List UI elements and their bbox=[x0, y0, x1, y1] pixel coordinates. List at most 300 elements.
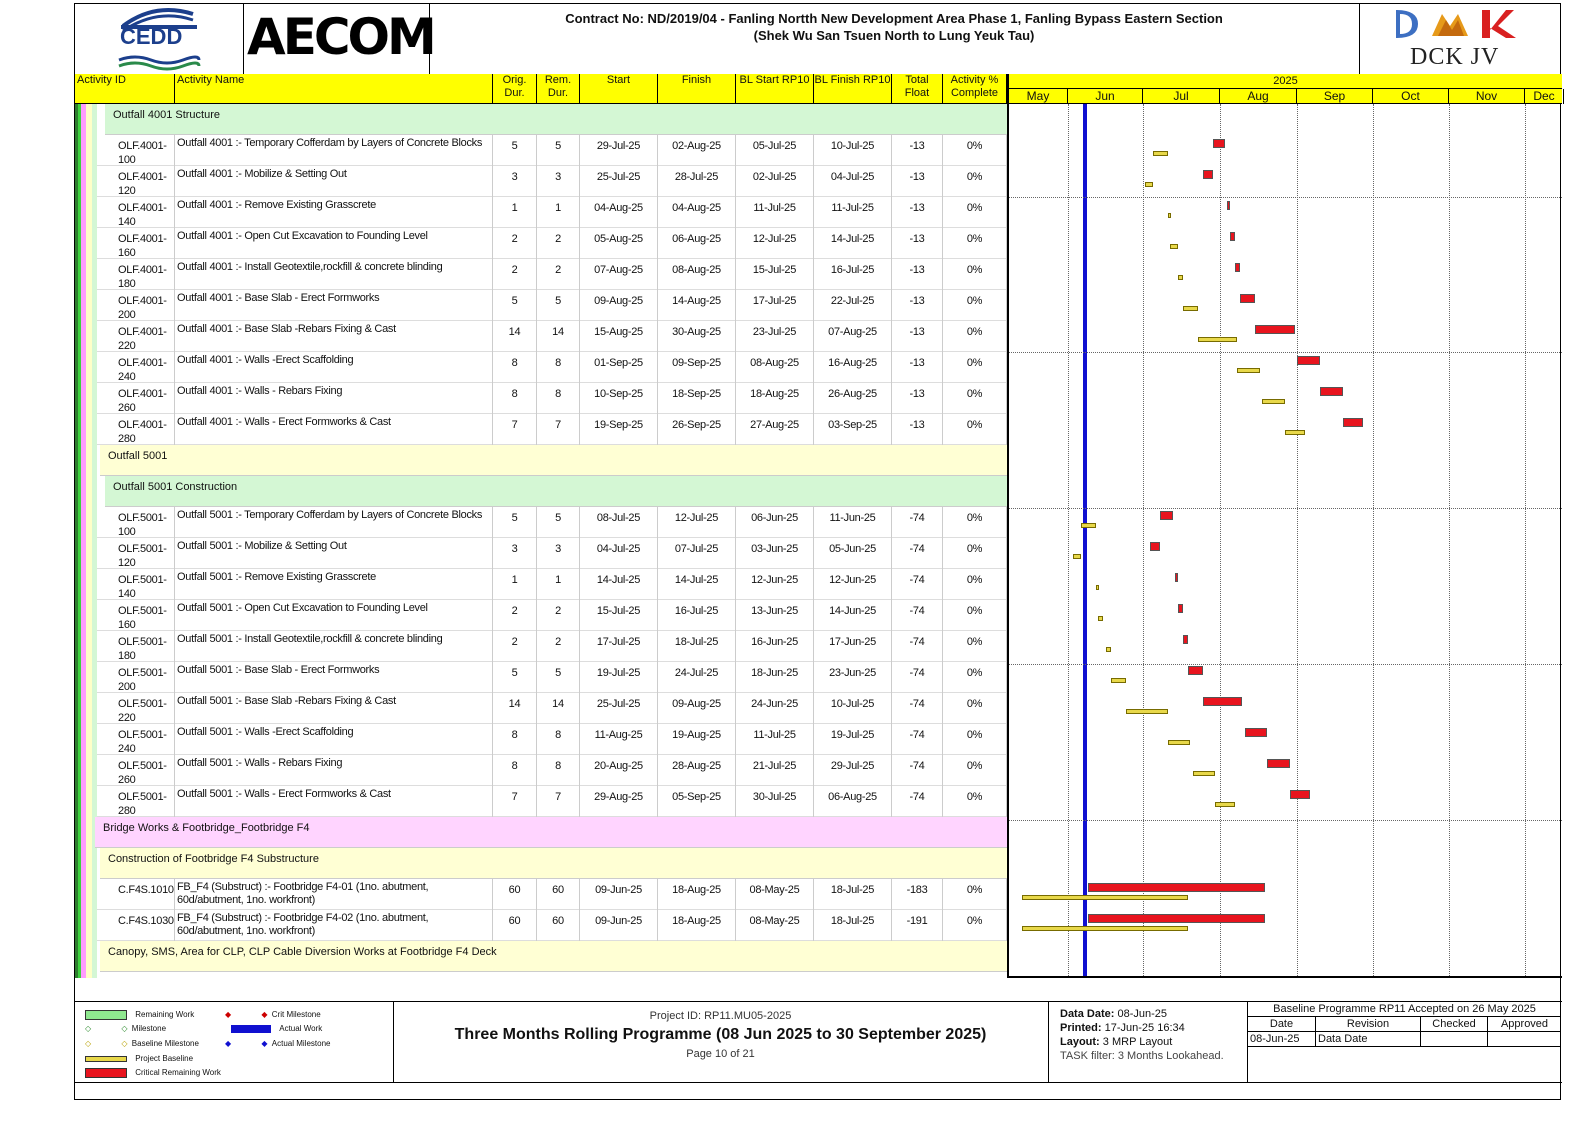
cell-name: Outfall 5001 :- Install Geotextile,rockfill & concrete blinding bbox=[175, 631, 493, 662]
cell-bls: 23-Jul-25 bbox=[736, 321, 814, 352]
cell-od: 5 bbox=[493, 662, 537, 693]
cell-start: 08-Jul-25 bbox=[580, 507, 658, 538]
critical-bar[interactable] bbox=[1235, 263, 1240, 272]
activity-row[interactable] bbox=[97, 538, 1007, 569]
cell-finish: 24-Jul-25 bbox=[658, 662, 736, 693]
cell-rd: 3 bbox=[537, 538, 580, 569]
printed-row bbox=[1060, 1021, 1248, 1035]
critical-bar[interactable] bbox=[1175, 573, 1178, 582]
cell-name: Outfall 4001 :- Base Slab -Rebars Fixing & Cast bbox=[175, 321, 493, 352]
month-gridline bbox=[1525, 104, 1526, 978]
cell-pc: 0% bbox=[943, 414, 1007, 445]
cell-tf: -74 bbox=[892, 662, 943, 693]
activity-row[interactable] bbox=[97, 693, 1007, 724]
cell-id: OLF.5001-220 bbox=[98, 693, 175, 724]
layout-value: 3 MRP Layout bbox=[1102, 1036, 1173, 1048]
cell-blf: 10-Jul-25 bbox=[814, 693, 892, 724]
cell-start: 07-Aug-25 bbox=[580, 259, 658, 290]
cell-finish: 14-Jul-25 bbox=[658, 569, 736, 600]
legend-baseline-swatch bbox=[85, 1056, 127, 1062]
cell-start: 04-Aug-25 bbox=[580, 197, 658, 228]
cell-rd: 8 bbox=[537, 383, 580, 414]
contract-title bbox=[429, 4, 1359, 74]
aecom-logo bbox=[243, 4, 434, 74]
cell-name: FB_F4 (Substruct) :- Footbridge F4-02 (1no. abutment, 60d/abutment, 1no. workfront) bbox=[175, 910, 493, 941]
cell-start: 17-Jul-25 bbox=[580, 631, 658, 662]
legend-remaining bbox=[85, 1010, 194, 1020]
cell-bls: 18-Aug-25 bbox=[736, 383, 814, 414]
rev-header-date: Date bbox=[1248, 1017, 1316, 1032]
legend-crit-milestone bbox=[225, 1010, 321, 1020]
activity-row[interactable] bbox=[97, 879, 1007, 910]
legend-project-baseline bbox=[85, 1054, 193, 1064]
cell-start: 20-Aug-25 bbox=[580, 755, 658, 786]
cell-bls: 03-Jun-25 bbox=[736, 538, 814, 569]
cell-start: 29-Aug-25 bbox=[580, 786, 658, 817]
cell-tf: -74 bbox=[892, 600, 943, 631]
rev-row-revision: Data Date bbox=[1316, 1032, 1421, 1047]
cell-pc: 0% bbox=[943, 879, 1007, 910]
activity-row[interactable] bbox=[97, 724, 1007, 755]
cell-bls: 11-Jul-25 bbox=[736, 724, 814, 755]
activity-row[interactable] bbox=[97, 662, 1007, 693]
dck-logo-text: DCK JV bbox=[1410, 44, 1500, 70]
cell-rd: 2 bbox=[537, 600, 580, 631]
cell-finish: 07-Jul-25 bbox=[658, 538, 736, 569]
cell-id: OLF.5001-160 bbox=[98, 600, 175, 631]
cell-name: Outfall 5001 :- Mobilize & Setting Out bbox=[175, 538, 493, 569]
cell-finish: 09-Aug-25 bbox=[658, 693, 736, 724]
cell-start: 14-Jul-25 bbox=[580, 569, 658, 600]
baseline-diamond-icon: ◇ bbox=[85, 1039, 92, 1048]
period-gridline bbox=[1009, 664, 1562, 665]
cell-pc: 0% bbox=[943, 197, 1007, 228]
activity-row[interactable] bbox=[97, 228, 1007, 259]
cell-name: Outfall 5001 :- Base Slab -Rebars Fixing & Cast bbox=[175, 693, 493, 724]
cell-bls: 27-Aug-25 bbox=[736, 414, 814, 445]
cell-od: 8 bbox=[493, 755, 537, 786]
rev-header-revision: Revision bbox=[1316, 1017, 1421, 1032]
timescale-month: May bbox=[1009, 89, 1068, 104]
cell-name: Outfall 4001 :- Walls -Erect Scaffolding bbox=[175, 352, 493, 383]
cell-pc: 0% bbox=[943, 786, 1007, 817]
cell-od: 8 bbox=[493, 383, 537, 414]
cell-blf: 26-Aug-25 bbox=[814, 383, 892, 414]
cell-id: OLF.5001-140 bbox=[98, 569, 175, 600]
data-date-value: 08-Jun-25 bbox=[1117, 1008, 1168, 1020]
rev-row-checked bbox=[1421, 1032, 1488, 1047]
cell-bls: 30-Jul-25 bbox=[736, 786, 814, 817]
cell-start: 15-Aug-25 bbox=[580, 321, 658, 352]
cell-rd: 8 bbox=[537, 755, 580, 786]
wbs-band: Outfall 5001 bbox=[100, 445, 1007, 476]
cell-id: OLF.5001-260 bbox=[98, 755, 175, 786]
critical-bar[interactable] bbox=[1160, 511, 1172, 520]
cell-name: Outfall 5001 :- Temporary Cofferdam by Layers of Concrete Blocks bbox=[175, 507, 493, 538]
cell-tf: -74 bbox=[892, 538, 943, 569]
cell-blf: 17-Jun-25 bbox=[814, 631, 892, 662]
cell-rd: 5 bbox=[537, 290, 580, 321]
cell-id: OLF.5001-100 bbox=[98, 507, 175, 538]
baseline-accepted: Baseline Programme RP11 Accepted on 26 May 2025 bbox=[1248, 1002, 1561, 1017]
baseline-bar bbox=[1215, 802, 1235, 807]
activity-row[interactable] bbox=[97, 321, 1007, 352]
critical-bar[interactable] bbox=[1290, 790, 1310, 799]
cell-blf: 29-Jul-25 bbox=[814, 755, 892, 786]
cell-blf: 07-Aug-25 bbox=[814, 321, 892, 352]
cell-bls: 24-Jun-25 bbox=[736, 693, 814, 724]
cell-od: 8 bbox=[493, 352, 537, 383]
programme-sheet bbox=[74, 3, 1561, 1100]
data-date-label: Data Date: bbox=[1060, 1008, 1115, 1020]
baseline-bar bbox=[1111, 678, 1126, 683]
cell-finish: 30-Aug-25 bbox=[658, 321, 736, 352]
cell-bls: 15-Jul-25 bbox=[736, 259, 814, 290]
gantt-timescale bbox=[1007, 74, 1562, 104]
cell-tf: -74 bbox=[892, 724, 943, 755]
period-gridline bbox=[1009, 197, 1562, 198]
printed-value: 17-Jun-25 16:34 bbox=[1104, 1022, 1185, 1034]
layout-label: Layout: bbox=[1060, 1036, 1100, 1048]
baseline-bar bbox=[1145, 182, 1152, 187]
period-gridline bbox=[1009, 820, 1562, 821]
cell-name: Outfall 4001 :- Walls - Erect Formworks & Cast bbox=[175, 414, 493, 445]
critical-bar[interactable] bbox=[1343, 418, 1363, 427]
cell-pc: 0% bbox=[943, 755, 1007, 786]
cell-rd: 14 bbox=[537, 321, 580, 352]
cell-finish: 28-Jul-25 bbox=[658, 166, 736, 197]
cell-tf: -74 bbox=[892, 693, 943, 724]
month-gridline bbox=[1068, 104, 1069, 978]
cell-blf: 03-Sep-25 bbox=[814, 414, 892, 445]
col-activity-name: Activity Name bbox=[175, 74, 493, 104]
cell-pc: 0% bbox=[943, 724, 1007, 755]
cell-blf: 12-Jun-25 bbox=[814, 569, 892, 600]
critical-bar[interactable] bbox=[1178, 604, 1183, 613]
cell-od: 8 bbox=[493, 724, 537, 755]
cell-finish: 18-Aug-25 bbox=[658, 910, 736, 941]
col-start: Start bbox=[580, 74, 658, 104]
title-block bbox=[75, 4, 1560, 75]
legend-critical-label: Critical Remaining Work bbox=[135, 1068, 221, 1078]
cell-blf: 05-Jun-25 bbox=[814, 538, 892, 569]
cell-name: Outfall 4001 :- Open Cut Excavation to Founding Level bbox=[175, 228, 493, 259]
cell-od: 5 bbox=[493, 135, 537, 166]
cell-pc: 0% bbox=[943, 910, 1007, 941]
activity-row[interactable] bbox=[97, 910, 1007, 941]
legend-critical-swatch bbox=[85, 1068, 127, 1078]
legend bbox=[75, 1002, 394, 1082]
activity-row[interactable] bbox=[97, 755, 1007, 786]
col-complete: Activity % Complete bbox=[943, 74, 1007, 104]
cell-id: OLF.4001-100 bbox=[98, 135, 175, 166]
activity-row[interactable] bbox=[97, 352, 1007, 383]
cell-id: OLF.4001-160 bbox=[98, 228, 175, 259]
cell-rd: 7 bbox=[537, 786, 580, 817]
timescale-year: 2025 bbox=[1009, 74, 1562, 89]
cell-finish: 18-Jul-25 bbox=[658, 631, 736, 662]
baseline-bar bbox=[1098, 616, 1103, 621]
cell-tf: -13 bbox=[892, 135, 943, 166]
cell-rd: 60 bbox=[537, 879, 580, 910]
cell-od: 60 bbox=[493, 910, 537, 941]
legend-remaining-swatch bbox=[85, 1010, 127, 1020]
cell-blf: 16-Jul-25 bbox=[814, 259, 892, 290]
cell-finish: 18-Sep-25 bbox=[658, 383, 736, 414]
baseline-bar bbox=[1022, 926, 1187, 931]
cell-pc: 0% bbox=[943, 693, 1007, 724]
critical-bar[interactable] bbox=[1255, 325, 1295, 334]
activity-row[interactable] bbox=[97, 414, 1007, 445]
cell-start: 11-Aug-25 bbox=[580, 724, 658, 755]
dck-logo bbox=[1359, 4, 1560, 74]
cell-bls: 11-Jul-25 bbox=[736, 197, 814, 228]
footer-title-block bbox=[393, 1002, 1049, 1082]
baseline-bar bbox=[1178, 275, 1183, 280]
cell-id: C.F4S.1030 bbox=[98, 910, 175, 941]
col-orig-dur: Orig. Dur. bbox=[493, 74, 537, 104]
critical-bar[interactable] bbox=[1203, 697, 1243, 706]
activity-row[interactable] bbox=[97, 569, 1007, 600]
critical-bar[interactable] bbox=[1213, 139, 1225, 148]
month-gridline bbox=[1143, 104, 1144, 978]
baseline-bar bbox=[1198, 337, 1238, 342]
rev-header-approved: Approved bbox=[1488, 1017, 1561, 1032]
cell-id: C.F4S.1010 bbox=[98, 879, 175, 910]
cell-pc: 0% bbox=[943, 290, 1007, 321]
cell-bls: 05-Jul-25 bbox=[736, 135, 814, 166]
cell-blf: 18-Jul-25 bbox=[814, 910, 892, 941]
cell-finish: 05-Sep-25 bbox=[658, 786, 736, 817]
cell-pc: 0% bbox=[943, 259, 1007, 290]
cell-od: 3 bbox=[493, 166, 537, 197]
cell-rd: 5 bbox=[537, 507, 580, 538]
legend-actual-work bbox=[231, 1024, 322, 1034]
cell-pc: 0% bbox=[943, 166, 1007, 197]
activity-row[interactable] bbox=[97, 507, 1007, 538]
cell-id: OLF.5001-180 bbox=[98, 631, 175, 662]
col-bl-finish: BL Finish RP10 bbox=[814, 74, 892, 104]
cell-pc: 0% bbox=[943, 383, 1007, 414]
cell-pc: 0% bbox=[943, 538, 1007, 569]
critical-bar[interactable] bbox=[1183, 635, 1188, 644]
cell-blf: 06-Aug-25 bbox=[814, 786, 892, 817]
cedd-logo-text: CEDD bbox=[120, 24, 183, 49]
baseline-bar bbox=[1183, 306, 1198, 311]
cell-bls: 06-Jun-25 bbox=[736, 507, 814, 538]
cell-id: OLF.4001-220 bbox=[98, 321, 175, 352]
cell-rd: 3 bbox=[537, 166, 580, 197]
cell-blf: 10-Jul-25 bbox=[814, 135, 892, 166]
cell-name: Outfall 5001 :- Walls - Rebars Fixing bbox=[175, 755, 493, 786]
cell-tf: -13 bbox=[892, 259, 943, 290]
timescale-month: Oct bbox=[1373, 89, 1449, 104]
contract-line-1: Contract No: ND/2019/04 - Fanling Nortth New Development Area Phase 1, Fanling Bypass Eastern Section bbox=[565, 11, 1223, 26]
cell-od: 60 bbox=[493, 879, 537, 910]
cell-name: Outfall 4001 :- Install Geotextile,rockfill & concrete blinding bbox=[175, 259, 493, 290]
aecom-logo-text: AECOM bbox=[247, 8, 434, 66]
crit-diamond-icon: ◆ bbox=[225, 1010, 232, 1019]
critical-bar[interactable] bbox=[1230, 232, 1235, 241]
critical-bar[interactable] bbox=[1267, 759, 1289, 768]
activity-row[interactable] bbox=[97, 197, 1007, 228]
critical-bar[interactable] bbox=[1150, 542, 1160, 551]
cell-bls: 18-Jun-25 bbox=[736, 662, 814, 693]
cell-tf: -13 bbox=[892, 166, 943, 197]
cell-rd: 1 bbox=[537, 569, 580, 600]
baseline-bar bbox=[1262, 399, 1284, 404]
legend-actual-work-label: Actual Work bbox=[279, 1024, 323, 1033]
activity-row[interactable] bbox=[97, 290, 1007, 321]
timescale-month: Jun bbox=[1068, 89, 1143, 104]
baseline-bar bbox=[1096, 585, 1099, 590]
cell-rd: 2 bbox=[537, 631, 580, 662]
cell-blf: 14-Jul-25 bbox=[814, 228, 892, 259]
baseline-bar bbox=[1285, 430, 1305, 435]
programme-title: Three Months Rolling Programme (08 Jun 2025 to 30 September 2025) bbox=[454, 1026, 987, 1043]
cell-bls: 08-May-25 bbox=[736, 910, 814, 941]
dck-logo-graphic bbox=[1360, 4, 1560, 44]
project-id: Project ID: RP11.MU05-2025 bbox=[649, 1010, 792, 1022]
activity-row[interactable] bbox=[97, 786, 1007, 817]
cell-start: 10-Sep-25 bbox=[580, 383, 658, 414]
critical-bar[interactable] bbox=[1188, 666, 1203, 675]
revision-table bbox=[1247, 1002, 1562, 1082]
critical-bar[interactable] bbox=[1297, 356, 1320, 365]
legend-actual-milestone-label: Actual Milestone bbox=[271, 1039, 331, 1048]
milestone-diamond-icon: ◇ bbox=[85, 1024, 92, 1033]
month-gridline bbox=[1220, 104, 1221, 978]
critical-bar[interactable] bbox=[1245, 728, 1267, 737]
cell-tf: -74 bbox=[892, 755, 943, 786]
cell-id: OLF.5001-200 bbox=[98, 662, 175, 693]
wbs-band: Construction of Footbridge F4 Substructure bbox=[100, 848, 1007, 879]
legend-critical bbox=[85, 1068, 221, 1078]
legend-actual-milestone bbox=[225, 1039, 330, 1049]
cell-id: OLF.5001-120 bbox=[98, 538, 175, 569]
cell-id: OLF.4001-280 bbox=[98, 414, 175, 445]
cell-tf: -13 bbox=[892, 321, 943, 352]
activity-table bbox=[75, 104, 1007, 978]
cell-finish: 06-Aug-25 bbox=[658, 228, 736, 259]
wbs-band: Canopy, SMS, Area for CLP, CLP Cable Diversion Works at Footbridge F4 Deck bbox=[100, 941, 1007, 972]
critical-bar[interactable] bbox=[1227, 201, 1230, 210]
critical-bar[interactable] bbox=[1088, 883, 1265, 892]
legend-milestone-label: Milestone bbox=[131, 1024, 167, 1033]
cell-tf: -13 bbox=[892, 228, 943, 259]
timescale-month: Sep bbox=[1297, 89, 1373, 104]
activity-row[interactable] bbox=[97, 166, 1007, 197]
cedd-logo bbox=[75, 4, 244, 74]
cell-tf: -191 bbox=[892, 910, 943, 941]
cell-bls: 21-Jul-25 bbox=[736, 755, 814, 786]
cell-name: Outfall 5001 :- Base Slab - Erect Formworks bbox=[175, 662, 493, 693]
activity-row[interactable] bbox=[97, 631, 1007, 662]
baseline-bar bbox=[1170, 244, 1177, 249]
cell-bls: 12-Jul-25 bbox=[736, 228, 814, 259]
cell-finish: 28-Aug-25 bbox=[658, 755, 736, 786]
cell-id: OLF.4001-120 bbox=[98, 166, 175, 197]
cell-finish: 09-Sep-25 bbox=[658, 352, 736, 383]
cell-rd: 8 bbox=[537, 352, 580, 383]
cell-blf: 18-Jul-25 bbox=[814, 879, 892, 910]
cell-pc: 0% bbox=[943, 507, 1007, 538]
data-date-row bbox=[1060, 1007, 1248, 1021]
activity-row[interactable] bbox=[97, 259, 1007, 290]
critical-bar[interactable] bbox=[1203, 170, 1213, 179]
layout-row bbox=[1060, 1035, 1248, 1049]
cell-bls: 16-Jun-25 bbox=[736, 631, 814, 662]
cell-od: 14 bbox=[493, 693, 537, 724]
cell-rd: 5 bbox=[537, 135, 580, 166]
baseline-bar bbox=[1153, 151, 1168, 156]
critical-bar[interactable] bbox=[1088, 914, 1265, 923]
legend-baseline-milestone-label: Baseline Milestone bbox=[131, 1039, 199, 1048]
cell-od: 2 bbox=[493, 631, 537, 662]
cell-start: 09-Aug-25 bbox=[580, 290, 658, 321]
legend-actual-swatch bbox=[231, 1025, 271, 1033]
cell-name: Outfall 4001 :- Temporary Cofferdam by Layers of Concrete Blocks bbox=[175, 135, 493, 166]
cell-name: Outfall 5001 :- Walls -Erect Scaffolding bbox=[175, 724, 493, 755]
cell-name: FB_F4 (Substruct) :- Footbridge F4-01 (1no. abutment, 60d/abutment, 1no. workfront) bbox=[175, 879, 493, 910]
activity-row[interactable] bbox=[97, 600, 1007, 631]
activity-row[interactable] bbox=[97, 383, 1007, 414]
actual-diamond-icon: ◆ bbox=[225, 1039, 232, 1048]
legend-project-baseline-label: Project Baseline bbox=[135, 1054, 194, 1063]
baseline-bar bbox=[1237, 368, 1259, 373]
cell-pc: 0% bbox=[943, 662, 1007, 693]
cell-tf: -74 bbox=[892, 631, 943, 662]
cell-start: 19-Jul-25 bbox=[580, 662, 658, 693]
col-finish: Finish bbox=[658, 74, 736, 104]
cell-pc: 0% bbox=[943, 569, 1007, 600]
baseline-diamond-icon: ◇ bbox=[121, 1039, 128, 1048]
cell-name: Outfall 4001 :- Base Slab - Erect Formworks bbox=[175, 290, 493, 321]
cell-name: Outfall 5001 :- Open Cut Excavation to Founding Level bbox=[175, 600, 493, 631]
cell-start: 09-Jun-25 bbox=[580, 910, 658, 941]
cell-blf: 04-Jul-25 bbox=[814, 166, 892, 197]
wbs-band: Outfall 5001 Construction bbox=[105, 476, 1007, 507]
critical-bar[interactable] bbox=[1240, 294, 1255, 303]
cell-id: OLF.4001-260 bbox=[98, 383, 175, 414]
cell-name: Outfall 4001 :- Mobilize & Setting Out bbox=[175, 166, 493, 197]
cell-id: OLF.5001-280 bbox=[98, 786, 175, 817]
cell-id: OLF.4001-180 bbox=[98, 259, 175, 290]
period-gridline bbox=[1009, 508, 1562, 509]
cell-id: OLF.5001-240 bbox=[98, 724, 175, 755]
data-date-line bbox=[1083, 104, 1087, 978]
cell-pc: 0% bbox=[943, 228, 1007, 259]
cell-bls: 08-May-25 bbox=[736, 879, 814, 910]
cell-finish: 04-Aug-25 bbox=[658, 197, 736, 228]
cell-rd: 8 bbox=[537, 724, 580, 755]
cell-od: 2 bbox=[493, 228, 537, 259]
cell-id: OLF.4001-140 bbox=[98, 197, 175, 228]
cell-od: 3 bbox=[493, 538, 537, 569]
col-bl-start: BL Start RP10 bbox=[736, 74, 814, 104]
cell-tf: -74 bbox=[892, 569, 943, 600]
cell-od: 7 bbox=[493, 414, 537, 445]
period-gridline bbox=[1009, 352, 1562, 353]
critical-bar[interactable] bbox=[1320, 387, 1343, 396]
cell-blf: 19-Jul-25 bbox=[814, 724, 892, 755]
activity-row[interactable] bbox=[97, 135, 1007, 166]
cell-start: 19-Sep-25 bbox=[580, 414, 658, 445]
gantt-chart bbox=[1007, 104, 1562, 978]
wbs-band: Bridge Works & Footbridge_Footbridge F4 bbox=[95, 817, 1007, 848]
cell-pc: 0% bbox=[943, 600, 1007, 631]
cell-od: 1 bbox=[493, 569, 537, 600]
